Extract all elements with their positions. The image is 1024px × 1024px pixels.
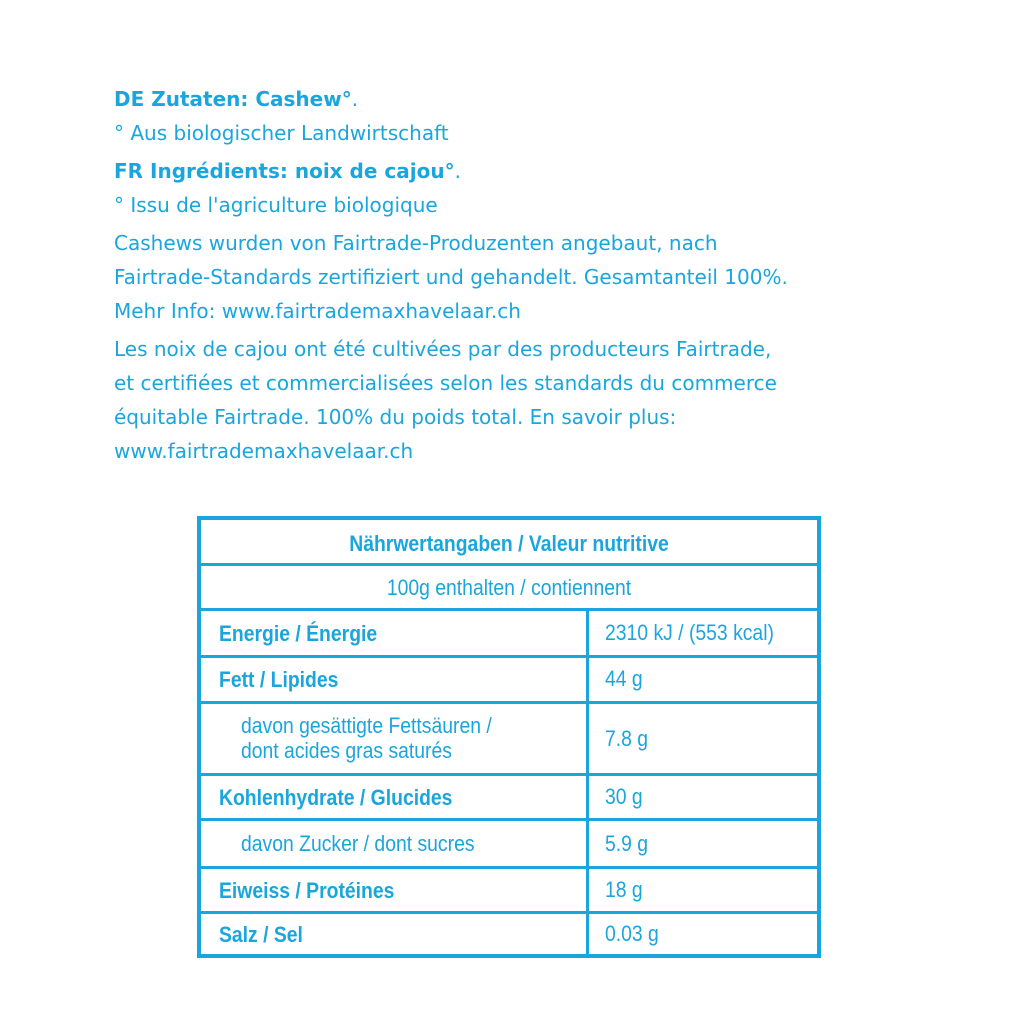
- table-row: [201, 611, 817, 655]
- fairtrade-de-line: Fairtrade-Standards zertifiziert und gehandelt. Gesamtanteil 100%.: [114, 265, 788, 289]
- fairtrade-fr-line: www.fairtrademaxhavelaar.ch: [114, 439, 414, 463]
- nutrient-label: dont acides gras saturés: [241, 738, 452, 763]
- nutrient-value: 30 g: [605, 784, 643, 809]
- nutrient-label: Fett / Lipides: [219, 666, 339, 692]
- ingredients-de-punct: .: [351, 87, 359, 111]
- nutrient-label: Eiweiss / Protéines: [219, 877, 395, 903]
- fairtrade-de-line: Mehr Info: www.fairtrademaxhavelaar.ch: [114, 299, 521, 323]
- table-row: [201, 914, 817, 954]
- nutrient-value: 0.03 g: [605, 921, 659, 946]
- fairtrade-fr-line: équitable Fairtrade. 100% du poids total. En savoir plus:: [114, 405, 677, 429]
- nutrition-table: [197, 516, 821, 958]
- nutrient-label: Salz / Sel: [219, 921, 303, 947]
- table-row: [201, 821, 817, 866]
- fairtrade-de-paragraph: [114, 226, 914, 328]
- fairtrade-fr-line: Les noix de cajou ont été cultivées par des producteurs Fairtrade,: [114, 337, 772, 361]
- nutrient-label: davon Zucker / dont sucres: [241, 831, 475, 856]
- ingredients-text: [114, 82, 914, 468]
- nutrient-label: Kohlenhydrate / Glucides: [219, 784, 453, 810]
- fairtrade-de-line: Cashews wurden von Fairtrade-Produzenten angebaut, nach: [114, 231, 718, 255]
- nutrient-value: 5.9 g: [605, 830, 649, 856]
- nutrition-subtitle: 100g enthalten / contiennent: [386, 575, 632, 600]
- fairtrade-fr-line: et certifiées et commercialisées selon les standards du commerce: [114, 371, 777, 395]
- table-row: [201, 869, 817, 911]
- ingredients-de-note: ° Aus biologischer Landwirtschaft: [114, 121, 449, 145]
- nutrient-value: 2310 kJ / (553 kcal): [605, 620, 774, 645]
- nutrient-label: Energie / Énergie: [219, 620, 378, 646]
- ingredients-fr-punct: .: [454, 159, 461, 183]
- nutrient-value: 7.8 g: [605, 726, 649, 751]
- nutrient-value: 18 g: [605, 877, 643, 902]
- ingredients-fr-note: ° Issu de l'agriculture biologique: [114, 193, 438, 217]
- ingredients-de: [114, 82, 914, 116]
- table-row: [201, 704, 817, 772]
- ingredients-fr-label: FR Ingrédients: noix de cajou°: [114, 159, 455, 183]
- nutrient-label: davon gesättigte Fettsäuren /: [241, 713, 492, 738]
- nutrition-title: Nährwertangaben / Valeur nutritive: [349, 531, 669, 556]
- ingredients-fr: [114, 154, 914, 188]
- table-row: [201, 776, 817, 818]
- table-row: [201, 658, 817, 700]
- nutrient-value: 44 g: [605, 666, 643, 691]
- ingredients-de-label: DE Zutaten: Cashew°: [114, 87, 352, 111]
- fairtrade-fr-paragraph: [114, 332, 914, 468]
